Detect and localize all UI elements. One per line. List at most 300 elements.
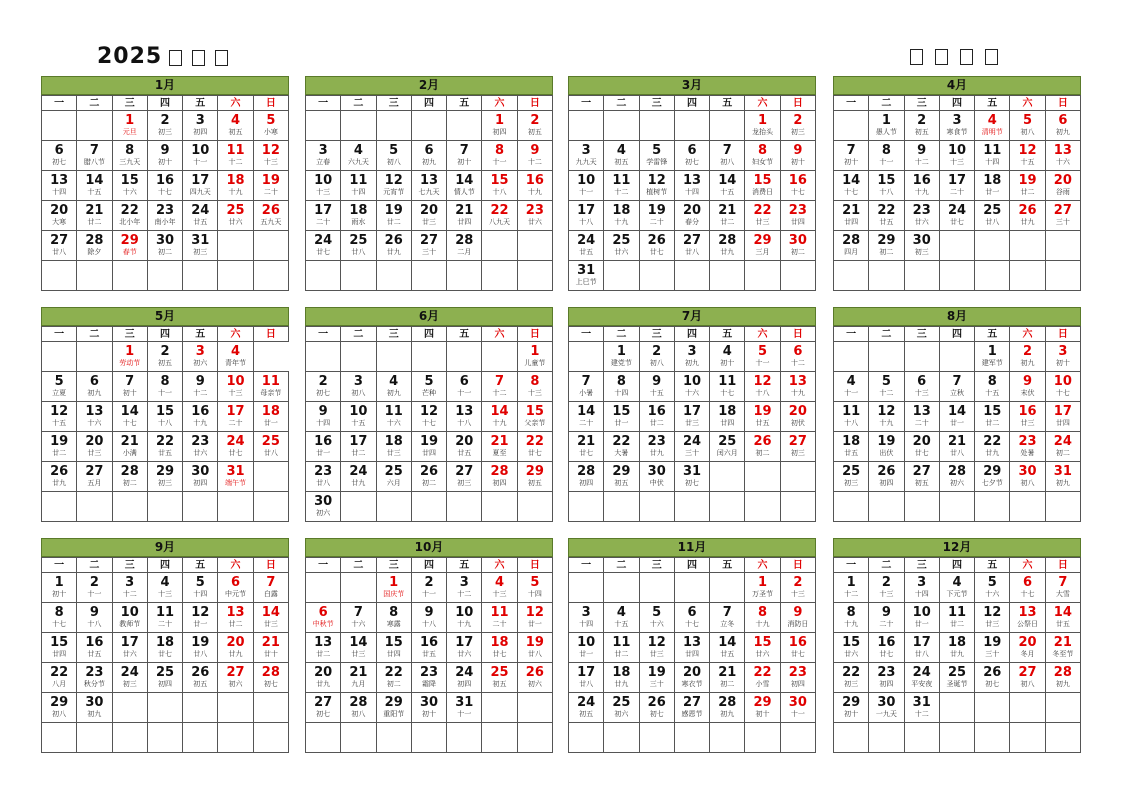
day-cell [1010, 402, 1045, 432]
day-cell [1010, 171, 1045, 201]
lunar-label: 初三 [844, 680, 859, 688]
day-number: 21 [261, 635, 280, 650]
lunar-label: 十七 [790, 188, 805, 196]
weekday-header: 一 [834, 558, 869, 573]
lunar-label: 廿五 [421, 650, 436, 658]
day-number: 18 [842, 434, 861, 449]
day-cell [517, 111, 552, 141]
day-cell [517, 342, 552, 372]
day-number: 18 [384, 434, 403, 449]
day-cell [975, 372, 1010, 402]
day-number: 17 [349, 434, 368, 449]
lunar-label: 十一 [421, 590, 436, 598]
empty-cell [869, 723, 904, 753]
lunar-label: 廿一 [579, 650, 594, 658]
day-cell [1045, 372, 1080, 402]
day-number: 7 [266, 575, 276, 590]
lunar-label: 重阳节 [383, 710, 405, 718]
empty-cell [376, 111, 411, 141]
weekday-header: 一 [42, 558, 77, 573]
lunar-label: 十八 [421, 620, 436, 628]
week-row [569, 663, 816, 693]
day-number: 13 [85, 404, 104, 419]
day-number: 29 [983, 464, 1002, 479]
lunar-label: 十四 [316, 419, 331, 427]
day-number: 10 [947, 143, 967, 158]
lunar-label: 廿三 [755, 218, 770, 226]
week-row [569, 462, 816, 492]
day-number: 2 [160, 113, 170, 128]
day-cell [218, 603, 253, 633]
day-cell [745, 231, 780, 261]
empty-cell [411, 492, 446, 522]
empty-cell [710, 492, 745, 522]
day-cell [1045, 201, 1080, 231]
lunar-label: 廿三 [1020, 419, 1035, 427]
week-row [834, 693, 1081, 723]
day-number: 28 [947, 464, 967, 479]
day-number: 27 [682, 695, 702, 710]
day-number: 13 [419, 173, 439, 188]
empty-cell [604, 492, 639, 522]
empty-cell [780, 492, 815, 522]
day-cell [834, 603, 869, 633]
day-cell [183, 402, 218, 432]
lunar-label: 初二 [790, 248, 805, 256]
day-cell [975, 111, 1010, 141]
day-cell [112, 372, 147, 402]
day-number: 14 [455, 173, 474, 188]
weekday-header: 二 [869, 327, 904, 342]
day-cell [147, 141, 182, 171]
day-cell [42, 231, 77, 261]
lunar-label: 十九 [193, 419, 208, 427]
day-number: 17 [455, 635, 474, 650]
day-cell [112, 432, 147, 462]
empty-cell [183, 261, 218, 291]
lunar-label: 十九 [527, 188, 542, 196]
day-number: 4 [616, 605, 626, 620]
day-number: 5 [389, 143, 399, 158]
weekday-header: 二 [341, 327, 376, 342]
week-row [42, 111, 289, 141]
day-number: 9 [652, 374, 662, 389]
lunar-label: 廿八 [193, 650, 208, 658]
day-number: 27 [85, 464, 104, 479]
lunar-label: 十四 [684, 188, 699, 196]
empty-cell [780, 261, 815, 291]
lunar-label: 青年节 [225, 359, 247, 367]
day-number: 18 [490, 635, 509, 650]
lunar-label: 初三 [157, 479, 172, 487]
day-number: 29 [50, 695, 69, 710]
day-cell [42, 372, 77, 402]
day-number: 23 [647, 434, 666, 449]
lunar-label: 初七 [52, 158, 67, 166]
day-cell [710, 432, 745, 462]
lunar-label: 初九 [1055, 479, 1070, 487]
day-number: 22 [983, 434, 1002, 449]
day-cell [147, 603, 182, 633]
day-number: 21 [120, 434, 139, 449]
day-cell [975, 141, 1010, 171]
weekday-header: 六 [745, 558, 780, 573]
day-number: 21 [349, 665, 368, 680]
week-row [306, 573, 553, 603]
lunar-label: 廿九 [52, 479, 67, 487]
day-number: 22 [612, 434, 631, 449]
month-title: 11月 [568, 538, 816, 557]
lunar-label: 四月 [844, 248, 859, 256]
month-block [568, 307, 816, 522]
lunar-label: 初十 [844, 710, 859, 718]
empty-cell [147, 693, 182, 723]
lunar-label: 端午节 [225, 479, 247, 487]
week-row [306, 231, 553, 261]
lunar-label: 初八 [649, 359, 664, 367]
lunar-label: 十三 [527, 389, 542, 397]
empty-cell [218, 231, 253, 261]
day-cell [569, 402, 604, 432]
lunar-label: 霜降 [421, 680, 436, 688]
day-cell [710, 372, 745, 402]
day-number: 20 [682, 203, 702, 218]
lunar-label: 廿八 [985, 218, 1000, 226]
lunar-label: 廿一 [527, 620, 542, 628]
lunar-label: 龙抬头 [752, 128, 774, 136]
day-number: 13 [682, 635, 702, 650]
day-number: 14 [577, 404, 596, 419]
lunar-label: 大寒 [52, 218, 67, 226]
weekday-header: 一 [834, 96, 869, 111]
weekday-header: 四 [147, 96, 182, 111]
day-number: 6 [687, 143, 697, 158]
day-cell [253, 111, 288, 141]
day-number: 9 [530, 143, 540, 158]
week-row [42, 261, 289, 291]
lunar-label: 学雷锋 [646, 158, 668, 166]
day-cell [710, 141, 745, 171]
day-cell [447, 372, 482, 402]
day-cell [147, 231, 182, 261]
day-number: 24 [577, 695, 596, 710]
day-cell [1010, 111, 1045, 141]
day-cell [569, 693, 604, 723]
day-cell [376, 432, 411, 462]
day-cell [112, 171, 147, 201]
day-number: 13 [682, 173, 702, 188]
day-number: 27 [419, 233, 439, 248]
day-cell [569, 141, 604, 171]
lunar-label: 妇女节 [752, 158, 774, 166]
lunar-label: 廿五 [879, 218, 894, 226]
day-number: 22 [753, 203, 772, 218]
lunar-label: 十五 [985, 389, 1000, 397]
lunar-label: 初八 [351, 389, 366, 397]
week-row [569, 171, 816, 201]
day-number: 23 [155, 203, 175, 218]
lunar-label: 除夕 [87, 248, 102, 256]
day-cell [183, 432, 218, 462]
month-grid [833, 557, 1081, 753]
week-row [42, 693, 289, 723]
day-number: 11 [155, 605, 175, 620]
day-number: 3 [195, 344, 205, 359]
day-number: 9 [195, 374, 205, 389]
lunar-label: 初十 [421, 710, 436, 718]
empty-cell [447, 723, 482, 753]
day-cell [482, 573, 517, 603]
weekday-header: 四 [939, 327, 974, 342]
day-number: 9 [881, 605, 891, 620]
day-number: 28 [577, 464, 596, 479]
lunar-label: 廿八 [914, 650, 929, 658]
day-number: 5 [54, 374, 64, 389]
lunar-label: 中元节 [225, 590, 247, 598]
empty-cell [183, 492, 218, 522]
day-number: 24 [226, 434, 245, 449]
day-number: 15 [384, 635, 403, 650]
week-row [834, 603, 1081, 633]
weekday-header: 一 [306, 327, 341, 342]
day-number: 25 [983, 203, 1002, 218]
lunar-label: 廿一 [985, 188, 1000, 196]
week-row [569, 231, 816, 261]
lunar-label: 芒种 [421, 389, 436, 397]
lunar-label: 立夏 [52, 389, 67, 397]
day-cell [447, 432, 482, 462]
lunar-label: 十五 [720, 188, 735, 196]
weekday-header: 日 [517, 96, 552, 111]
day-number: 17 [191, 173, 210, 188]
day-number: 1 [389, 575, 399, 590]
empty-cell [517, 492, 552, 522]
lunar-label: 二十 [879, 620, 894, 628]
day-number: 11 [718, 374, 737, 389]
weekday-header: 四 [674, 558, 709, 573]
weekday-header: 一 [569, 96, 604, 111]
lunar-label: 初八 [720, 158, 735, 166]
weekday-header: 六 [1010, 96, 1045, 111]
empty-cell [253, 723, 288, 753]
day-number: 12 [384, 173, 403, 188]
weekday-header: 三 [376, 558, 411, 573]
day-number: 11 [490, 605, 509, 620]
lunar-label: 初五 [614, 158, 629, 166]
day-number: 28 [455, 233, 474, 248]
day-cell [482, 462, 517, 492]
day-cell [411, 432, 446, 462]
day-number: 20 [1018, 635, 1037, 650]
lunar-label: 十一 [457, 389, 472, 397]
day-number: 1 [530, 344, 540, 359]
empty-cell [147, 492, 182, 522]
empty-cell [975, 693, 1010, 723]
empty-cell [1010, 693, 1045, 723]
day-number: 16 [85, 635, 104, 650]
weekday-header: 一 [569, 327, 604, 342]
empty-cell [710, 261, 745, 291]
week-row [42, 432, 289, 462]
weekday-header: 六 [218, 558, 253, 573]
day-cell [604, 342, 639, 372]
day-cell [869, 141, 904, 171]
day-number: 12 [647, 635, 666, 650]
day-number: 1 [54, 575, 64, 590]
day-number: 16 [877, 635, 896, 650]
day-number: 2 [917, 113, 927, 128]
day-number: 16 [788, 173, 807, 188]
week-row [834, 492, 1081, 522]
day-cell [411, 231, 446, 261]
page-title [97, 44, 233, 69]
lunar-label: 十二 [228, 158, 243, 166]
day-number: 6 [54, 143, 64, 158]
weekday-header: 二 [341, 96, 376, 111]
empty-cell [447, 492, 482, 522]
empty-cell [569, 342, 604, 372]
lunar-label: 廿八 [579, 680, 594, 688]
day-cell [517, 141, 552, 171]
lunar-label: 廿八 [316, 479, 331, 487]
day-cell [639, 171, 674, 201]
day-cell [975, 462, 1010, 492]
lunar-label: 初六 [949, 479, 964, 487]
day-number: 16 [314, 434, 333, 449]
empty-cell [306, 342, 341, 372]
day-number: 10 [455, 605, 474, 620]
month-title: 4月 [833, 76, 1081, 95]
weekday-header: 五 [447, 558, 482, 573]
day-cell [904, 402, 939, 432]
lunar-label: 初八 [52, 710, 67, 718]
day-cell [569, 663, 604, 693]
lunar-label: 冬至节 [1052, 650, 1074, 658]
lunar-label: 廿五 [193, 218, 208, 226]
day-cell [939, 141, 974, 171]
lunar-label: 廿六 [457, 650, 472, 658]
day-cell [639, 402, 674, 432]
day-cell [674, 462, 709, 492]
day-cell [306, 372, 341, 402]
lunar-label: 廿一 [914, 620, 929, 628]
lunar-label: 初三 [844, 479, 859, 487]
empty-cell [218, 693, 253, 723]
lunar-label: 廿四 [457, 218, 472, 226]
day-cell [869, 231, 904, 261]
day-number: 9 [89, 605, 99, 620]
day-cell [77, 432, 112, 462]
day-cell [147, 462, 182, 492]
day-number: 13 [226, 605, 245, 620]
day-number: 16 [788, 635, 807, 650]
day-cell [939, 603, 974, 633]
lunar-label: 十六 [351, 620, 366, 628]
lunar-label: 初五 [914, 128, 929, 136]
day-number: 28 [85, 233, 104, 248]
day-number: 12 [50, 404, 69, 419]
week-row [834, 573, 1081, 603]
day-number: 24 [455, 665, 474, 680]
empty-cell [569, 111, 604, 141]
weekday-header: 六 [1010, 558, 1045, 573]
lunar-label: 初七 [649, 710, 664, 718]
empty-cell [42, 723, 77, 753]
lunar-label: 元宵节 [383, 188, 405, 196]
lunar-label: 十二 [457, 590, 472, 598]
day-cell [639, 342, 674, 372]
day-cell [569, 372, 604, 402]
lunar-label: 初四 [193, 128, 208, 136]
day-cell [869, 111, 904, 141]
weekday-header: 三 [112, 96, 147, 111]
week-row [42, 492, 289, 522]
weekday-header: 二 [341, 558, 376, 573]
lunar-label: 十七 [684, 620, 699, 628]
lunar-label: 初五 [914, 479, 929, 487]
lunar-label: 廿七 [157, 650, 172, 658]
lunar-label: 十七 [122, 419, 137, 427]
day-cell [77, 372, 112, 402]
lunar-label: 三十 [649, 680, 664, 688]
day-number: 14 [947, 404, 967, 419]
day-number: 8 [160, 374, 170, 389]
day-cell [745, 432, 780, 462]
empty-cell [447, 342, 482, 372]
lunar-label: 十五 [614, 620, 629, 628]
day-number: 9 [318, 404, 328, 419]
day-number: 30 [788, 233, 807, 248]
month-block [305, 538, 553, 753]
day-number: 19 [50, 434, 69, 449]
day-cell [306, 231, 341, 261]
day-number: 13 [912, 404, 931, 419]
lunar-label: 秋分节 [83, 680, 105, 688]
day-cell [745, 603, 780, 633]
empty-cell [975, 231, 1010, 261]
month-title: 6月 [305, 307, 553, 326]
day-cell [253, 372, 288, 402]
lunar-label: 初四 [157, 680, 172, 688]
day-cell [77, 633, 112, 663]
day-cell [447, 201, 482, 231]
day-cell [482, 171, 517, 201]
day-cell [639, 693, 674, 723]
day-cell [710, 603, 745, 633]
day-number: 30 [155, 233, 175, 248]
lunar-label: 十七 [157, 188, 172, 196]
lunar-label: 十八 [157, 419, 172, 427]
lunar-label: 十二 [844, 590, 859, 598]
day-number: 6 [1058, 113, 1068, 128]
lunar-label: 十二 [527, 158, 542, 166]
empty-cell [745, 492, 780, 522]
lunar-label: 三十 [684, 449, 699, 457]
day-cell [411, 633, 446, 663]
day-number: 25 [490, 665, 509, 680]
day-number: 15 [612, 404, 631, 419]
month-block [41, 76, 289, 291]
month-block [41, 307, 289, 522]
day-cell [411, 372, 446, 402]
day-cell [517, 573, 552, 603]
day-number: 19 [261, 173, 280, 188]
day-cell [569, 261, 604, 291]
day-number: 31 [912, 695, 931, 710]
day-cell [376, 402, 411, 432]
header-glyph-box [960, 49, 973, 65]
week-row [569, 261, 816, 291]
